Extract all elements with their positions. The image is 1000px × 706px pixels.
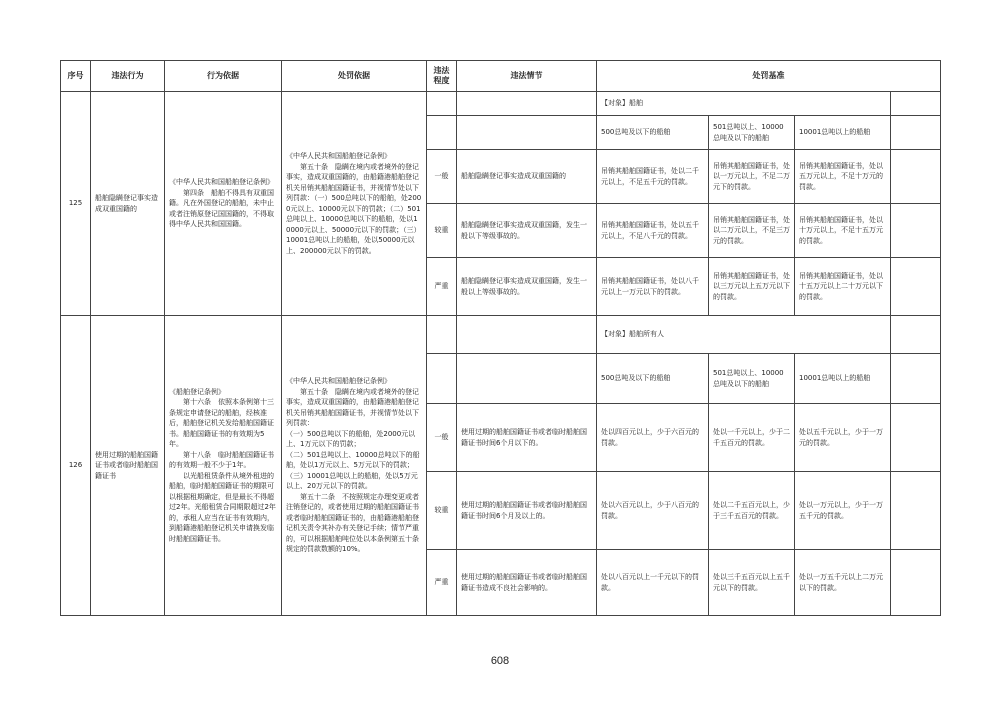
standard-text: 吊销其船舶国籍证书，处以一万元以上，不足二万元下的罚款。	[709, 150, 795, 204]
object-label: 【对象】船舶所有人	[597, 316, 891, 354]
standard-text: 处以八百元以上一千元以下的罚款。	[597, 550, 709, 616]
degree-blank	[427, 116, 457, 150]
standard-text: 处以三千五百元以上五千元以下的罚款。	[709, 550, 795, 616]
circumstance-text: 使用过期的船舶国籍证书或者临时船舶国籍证书时间6个月以下的。	[457, 404, 597, 472]
tier-label: 501总吨以上、10000总吨及以下的船舶	[709, 354, 795, 404]
degree-label: 较重	[427, 472, 457, 550]
blank-cell	[891, 472, 941, 550]
tier-label: 500总吨及以下的船舶	[597, 116, 709, 150]
standard-text: 吊销其船舶国籍证书，处以三万元以上五万元以下的罚款。	[709, 258, 795, 316]
header-standard: 处罚基准	[597, 61, 941, 92]
table-row	[61, 92, 941, 116]
blank-cell	[891, 116, 941, 150]
blank-cell	[891, 404, 941, 472]
row-penalty-basis: 《中华人民共和国船舶登记条例》 第五十条 隐瞒在境内或者境外的登记事实，造成双重国籍的，由船籍港船舶登记机关吊销其船舶国籍证书，并视情节处以下列罚款： （一）500总吨以下的船舶，处2000元以上、1万元以下的罚款； （二）501总吨以上、10000总吨以下的船舶，处以1万元以上、5万元以下的罚款； （三）10001总吨以上的船舶，处以5万元以上、20万元以下的罚款。 第五十二条 不按照规定办理变更或者注销登记的，或者使用过期的船舶国籍证书或者临时船舶国籍证书的，由船籍港船舶登记机关责令其补办有关登记手续；情节严重的，可以根据船舶吨位处以本条例第五十条规定的罚款数额的10%。	[282, 316, 427, 616]
blank-cell	[891, 92, 941, 116]
header-penalty-basis: 处罚依据	[282, 61, 427, 92]
row-seq: 125	[61, 92, 91, 316]
circumstance-blank	[457, 316, 597, 354]
header-basis: 行为依据	[165, 61, 282, 92]
degree-label: 严重	[427, 258, 457, 316]
standard-text: 处以五千元以上，少于一万元的罚款。	[795, 404, 891, 472]
object-label: 【对象】船舶	[597, 92, 891, 116]
blank-cell	[891, 204, 941, 258]
degree-label: 一般	[427, 404, 457, 472]
standard-text: 吊销其船舶国籍证书，处以十万元以上，不足十五万元的罚款。	[795, 204, 891, 258]
standard-text: 吊销其船舶国籍证书，处以二万元以上，不足三万元的罚款。	[709, 204, 795, 258]
circumstance-text: 船舶隐瞒登记事实造成双重国籍的	[457, 150, 597, 204]
standard-text: 处以二千五百元以上，少于三千五百元的罚款。	[709, 472, 795, 550]
degree-blank	[427, 316, 457, 354]
degree-label: 较重	[427, 204, 457, 258]
penalty-standard-table	[60, 60, 941, 616]
row-basis: 《船舶登记条例》 第十六条 依照本条例第十三条规定申请登记的船舶，经核准后，船舶登记机关发给船舶国籍证书。船舶国籍证书的有效期为5年。 第十八条 临时船舶国籍证书的有效期一般不少于1年。 以光船租赁条件从境外租进的船舶，临时船舶国籍证书的期限可以根据租期确定，但是最长不得超过2年。光船租赁合同期限超过2年的，承租人应当在证书有效期内，到船籍港船舶登记机关申请换发临时船舶国籍证书。	[165, 316, 282, 616]
header-degree: 违法 程度	[427, 61, 457, 92]
degree-blank	[427, 354, 457, 404]
standard-text: 处以一千元以上，少于二千五百元的罚款。	[709, 404, 795, 472]
standard-text: 吊销其船舶国籍证书，处以八千元以上一万元以下的罚款。	[597, 258, 709, 316]
tier-label: 10001总吨以上的船舶	[795, 354, 891, 404]
circumstance-text: 船舶隐瞒登记事实造成双重国籍，发生一般以下等级事故的。	[457, 204, 597, 258]
tier-label: 501总吨以上、10000总吨及以下的船舶	[709, 116, 795, 150]
circumstance-text: 船舶隐瞒登记事实造成双重国籍，发生一般以上等级事故的。	[457, 258, 597, 316]
standard-text: 吊销其船舶国籍证书，处以十五万元以上二十万元以下的罚款。	[795, 258, 891, 316]
row-seq: 126	[61, 316, 91, 616]
row-behavior: 船舶隐瞒登记事实造成双重国籍的	[91, 92, 165, 316]
row-penalty-basis: 《中华人民共和国船舶登记条例》 第五十条 隐瞒在境内或者境外的登记事实，造成双重国籍的，由船籍港船舶登记机关吊销其船舶国籍证书，并视情节处以下列罚款：（一）500总吨以下的船舶，处2000元以上、10000元以下的罚款；（二）501总吨以上、10000总吨以下的船舶，处以10000元以上、50000元以下的罚款；（三）10001总吨以上的船舶，处以50000元以上、200000元以下的罚款。	[282, 92, 427, 316]
header-behavior: 违法行为	[91, 61, 165, 92]
table-row	[61, 316, 941, 354]
header-circumstance: 违法情节	[457, 61, 597, 92]
circumstance-blank	[457, 92, 597, 116]
tier-label: 10001总吨以上的船舶	[795, 116, 891, 150]
circumstance-blank	[457, 116, 597, 150]
circumstance-text: 使用过期的船舶国籍证书或者临时船舶国籍证书造成不良社会影响的。	[457, 550, 597, 616]
page-number: 608	[490, 655, 510, 667]
header-row	[61, 61, 941, 92]
blank-cell	[891, 550, 941, 616]
circumstance-blank	[457, 354, 597, 404]
degree-label: 一般	[427, 150, 457, 204]
row-behavior: 使用过期的船舶国籍证书或者临时船舶国籍证书	[91, 316, 165, 616]
blank-cell	[891, 150, 941, 204]
degree-label: 严重	[427, 550, 457, 616]
blank-cell	[891, 354, 941, 404]
standard-text: 处以一万元以上，少于一万五千元的罚款。	[795, 472, 891, 550]
standard-text: 处以四百元以上，少于六百元的罚款。	[597, 404, 709, 472]
row-basis: 《中华人民共和国船舶登记条例》 第四条 船舶不得具有双重国籍。凡在外国登记的船舶，未中止或者注销原登记国国籍的，不得取得中华人民共和国国籍。	[165, 92, 282, 316]
tier-label: 500总吨及以下的船舶	[597, 354, 709, 404]
standard-text: 吊销其船舶国籍证书，处以二千元以上，不足五千元的罚款。	[597, 150, 709, 204]
header-seq: 序号	[61, 61, 91, 92]
standard-text: 吊销其船舶国籍证书，处以五千元以上，不足八千元的罚款。	[597, 204, 709, 258]
circumstance-text: 使用过期的船舶国籍证书或者临时船舶国籍证书时间6个月及以上的。	[457, 472, 597, 550]
standard-text: 吊销其船舶国籍证书，处以五万元以上，不足十万元的罚款。	[795, 150, 891, 204]
standard-text: 处以六百元以上，少于八百元的罚款。	[597, 472, 709, 550]
degree-blank	[427, 92, 457, 116]
standard-text: 处以一万五千元以上二万元以下的罚款。	[795, 550, 891, 616]
blank-cell	[891, 316, 941, 354]
blank-cell	[891, 258, 941, 316]
